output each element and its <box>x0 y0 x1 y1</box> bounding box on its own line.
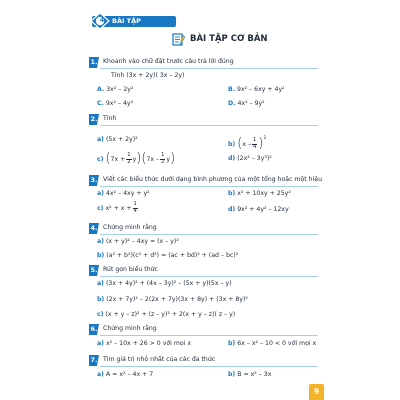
question-badge-6: 6. <box>90 325 98 333</box>
option-1a: A. 3x² – 2y² <box>97 86 134 93</box>
option-1b: B. 9x² – 6xy + 4y² <box>228 86 285 93</box>
question-badge-1: 1. <box>90 58 98 66</box>
question-3-prompt: Viết các biểu thức dưới dạng bình phương của một tổng hoặc một hiệu <box>103 176 323 183</box>
item-6b: b) 6x – x² – 10 < 0 với mọi x <box>228 340 317 347</box>
question-1-prompt: Khoanh vào chữ đặt trước câu trả lời đúng <box>103 58 234 65</box>
section-tag-label: BÀI TẬP <box>112 17 141 25</box>
item-2d: d) (2x² – 3y³)² <box>228 155 272 162</box>
question-2-prompt: Tính <box>103 115 117 122</box>
item-4a: a) (x + y)² – 4xy = (x – y)² <box>97 238 179 245</box>
question-6-prompt: Chứng minh rằng <box>103 325 157 332</box>
question-1-expression: Tính (3x + 2y)( 3x – 2y) <box>111 72 185 79</box>
item-4b: b) (a² + b²)(c² + d²) = (ac + bd)² + (ad – bc)² <box>97 252 239 259</box>
question-5-prompt: Rút gọn biểu thức <box>103 266 158 273</box>
item-3b: b) x² + 10xy + 25y² <box>228 190 291 197</box>
option-1d: D. 4x² – 9y² <box>228 100 265 107</box>
section-badge-number: 4 <box>99 17 105 24</box>
question-badge-5: 5. <box>90 266 98 274</box>
item-7a: a) A = x² – 4x + 7 <box>97 371 154 378</box>
question-4-prompt: Chứng minh rằng <box>103 224 157 231</box>
item-6a: a) x² – 10x + 26 > 0 với mọi x <box>97 340 191 347</box>
item-3c: c) x² + x + $\frac{1}{4}$ <box>97 201 137 214</box>
question-rule-3 <box>100 186 318 187</box>
page-number: 9 <box>313 387 320 396</box>
question-rule-6 <box>100 335 318 336</box>
question-rule-2 <box>100 125 318 126</box>
item-2b: b) (x – $\frac{1}{4}$ )$^2$ <box>228 136 267 151</box>
item-5b: b) (2x + 7y)² – 2(2x + 7y)(3x + 8y) + (3x + 8y)² <box>97 296 248 303</box>
question-badge-7: 7. <box>90 356 98 364</box>
item-3d: d) 9x² + 4y² – 12xy <box>228 206 289 213</box>
question-badge-4: 4. <box>90 224 98 232</box>
question-rule-4 <box>100 234 318 235</box>
section-tag <box>92 13 176 29</box>
question-rule-5 <box>100 276 318 277</box>
page-number-tab <box>309 384 324 400</box>
question-badge-2: 2. <box>90 115 98 123</box>
question-rule-1 <box>100 68 318 69</box>
item-2c: c) (7x + $\frac{1}{2}$ y)(7x – $\frac{1}{2}$ y) <box>97 151 176 166</box>
option-1c: C. 9x² – 4y² <box>97 100 134 107</box>
item-3a: a) 4x² – 4xy + y² <box>97 190 150 197</box>
item-5a: a) (3x + 4y)² + (4x – 3y)² – (5x + y)(5x – y) <box>97 280 232 287</box>
question-rule-7 <box>100 366 318 367</box>
question-7-prompt: Tìm giá trị nhỏ nhất của các đa thức <box>103 356 216 363</box>
page-title: BÀI TẬP CƠ BẢN <box>190 34 268 44</box>
item-2a: a) (5x + 2y)² <box>97 136 138 143</box>
item-7b: b) B = x² – 3x <box>228 371 272 378</box>
item-5c: c) (x + y – z)² + (z – y)² + 2(x + y – z)( z – y) <box>97 311 236 318</box>
question-badge-3: 3. <box>90 176 98 184</box>
book-icon <box>172 33 186 46</box>
